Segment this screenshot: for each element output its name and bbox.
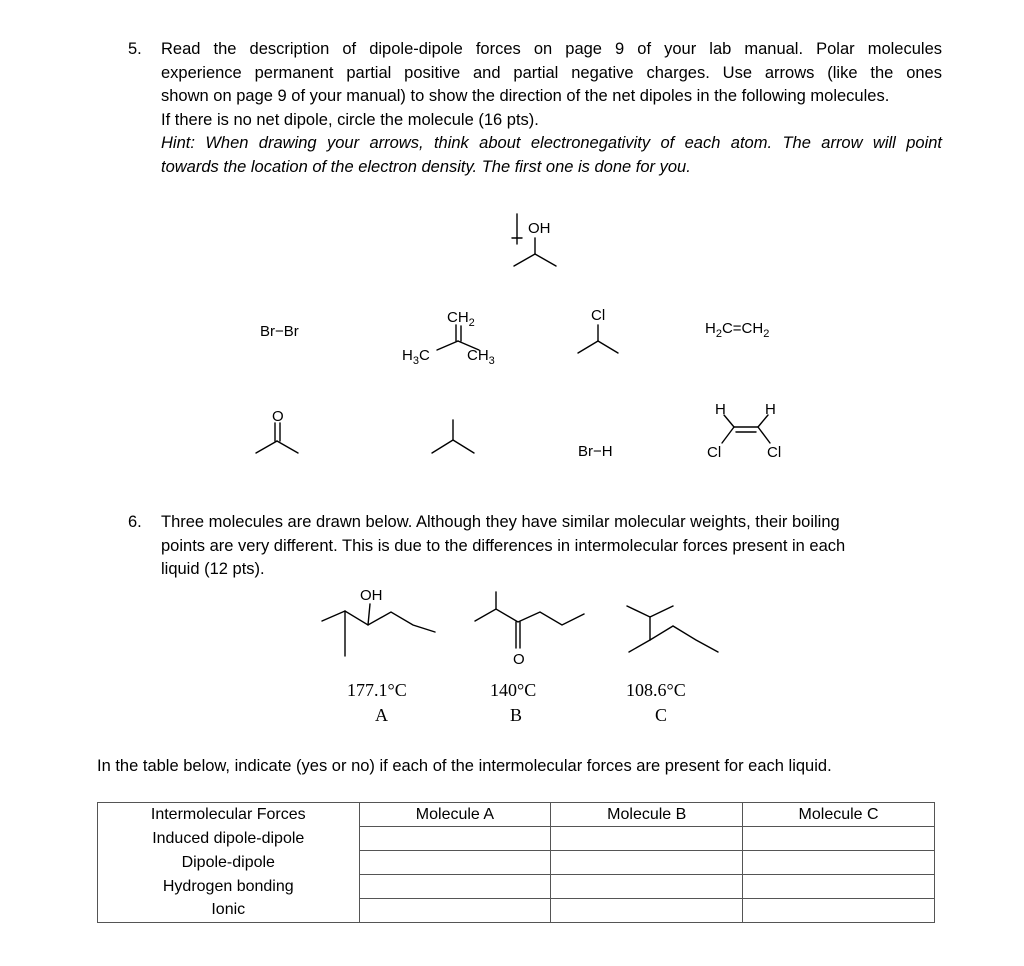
q5-hint-line-2: towards the location of the electron density. The first one is done for you. <box>161 157 691 176</box>
answer-cell[interactable] <box>359 851 551 875</box>
molecule-a-bp: 177.1°C <box>347 680 407 700</box>
table-row <box>98 827 935 851</box>
question-5-number: 5. <box>128 40 142 58</box>
answer-cell[interactable] <box>743 827 935 851</box>
answer-cell[interactable] <box>359 875 551 899</box>
answer-cell[interactable] <box>743 851 935 875</box>
molecule-b-bp: 140°C <box>490 680 537 700</box>
header-molecule-b: Molecule B <box>551 803 743 827</box>
cis-cl-right: Cl <box>767 444 782 461</box>
row-label-hbond: Hydrogen bonding <box>98 875 360 899</box>
hbr-label: Br−H <box>578 443 613 460</box>
example-isopropanol <box>514 238 556 266</box>
q5-line-2: experience permanent partial positive and partial negative charges. Use arrows (like the ones <box>161 63 942 82</box>
q5-line-3: shown on page 9 of your manual) to show the direction of the net dipoles in the following molecules. <box>161 87 890 105</box>
cis-cl-left: Cl <box>707 444 722 461</box>
molecule-a-letter: A <box>375 705 388 725</box>
molecule-c-bp: 108.6°C <box>626 680 686 700</box>
q5-line-1: Read the description of dipole-dipole forces on page 9 of your lab manual. Polar molecules <box>161 40 942 58</box>
cis-h-right: H <box>765 401 776 418</box>
ch3-label: $CH_3$ <box>467 347 495 367</box>
molecule-c-structure <box>627 606 718 652</box>
molecule-b-structure <box>475 592 584 648</box>
h3c-label: $H_3C$ <box>402 347 430 367</box>
cis-h-left: H <box>715 401 726 418</box>
row-label-ionic: Ionic <box>98 899 360 923</box>
table-row <box>98 899 935 923</box>
header-molecule-c: Molecule C <box>743 803 935 827</box>
answer-cell[interactable] <box>551 827 743 851</box>
q5-hint-line-1: Hint: When drawing your arrows, think about electronegativity of each atom. The arrow will point <box>161 134 942 152</box>
table-row <box>98 851 935 875</box>
chloropropane-structure <box>578 325 618 353</box>
molecule-c-letter: C <box>655 705 668 725</box>
table-row <box>98 875 935 899</box>
molecule-b-letter: B <box>510 705 523 725</box>
answer-cell[interactable] <box>743 875 935 899</box>
answer-cell[interactable] <box>359 827 551 851</box>
answer-cell[interactable] <box>551 875 743 899</box>
q6-line-1: Three molecules are drawn below. Although they have similar molecular weights, their boiling <box>161 513 840 531</box>
dipole-arrow-icon <box>512 214 522 244</box>
q5-line-4: If there is no net dipole, circle the molecule (16 pts). <box>161 110 539 129</box>
header-molecule-a: Molecule A <box>359 803 551 827</box>
row-label-header: Intermolecular Forces <box>98 803 360 827</box>
br2-label: Br−Br <box>260 323 299 340</box>
table-instruction: In the table below, indicate (yes or no) if each of the intermolecular forces are present for each liquid. <box>97 757 832 775</box>
answer-cell[interactable] <box>743 899 935 923</box>
molecule-a-structure <box>322 604 435 656</box>
answer-cell[interactable] <box>551 851 743 875</box>
question-6-number: 6. <box>128 513 142 531</box>
cis-dichloroethene-structure <box>722 415 770 443</box>
isobutane-structure <box>432 420 474 453</box>
answer-cell[interactable] <box>359 899 551 923</box>
table-row <box>98 803 935 827</box>
acetone-o-label: O <box>272 408 284 425</box>
example-oh-label: OH <box>528 220 551 237</box>
q6-line-2: points are very different. This is due to the differences in intermolecular forces present in each <box>161 536 846 555</box>
cl-label: Cl <box>591 307 606 324</box>
row-label-induced: Induced dipole-dipole <box>98 827 360 851</box>
q6-line-3: liquid (12 pts). <box>161 560 265 578</box>
ethene-label: $H_2C=CH_2$ <box>705 320 770 340</box>
acetone-structure <box>256 423 298 453</box>
ch2-label: $CH_2$ <box>447 309 475 329</box>
molecule-a-oh-label: OH <box>360 587 383 604</box>
molecule-b-o-label: O <box>513 651 525 668</box>
forces-table <box>97 802 935 923</box>
row-label-dipole: Dipole-dipole <box>98 851 360 875</box>
answer-cell[interactable] <box>551 899 743 923</box>
